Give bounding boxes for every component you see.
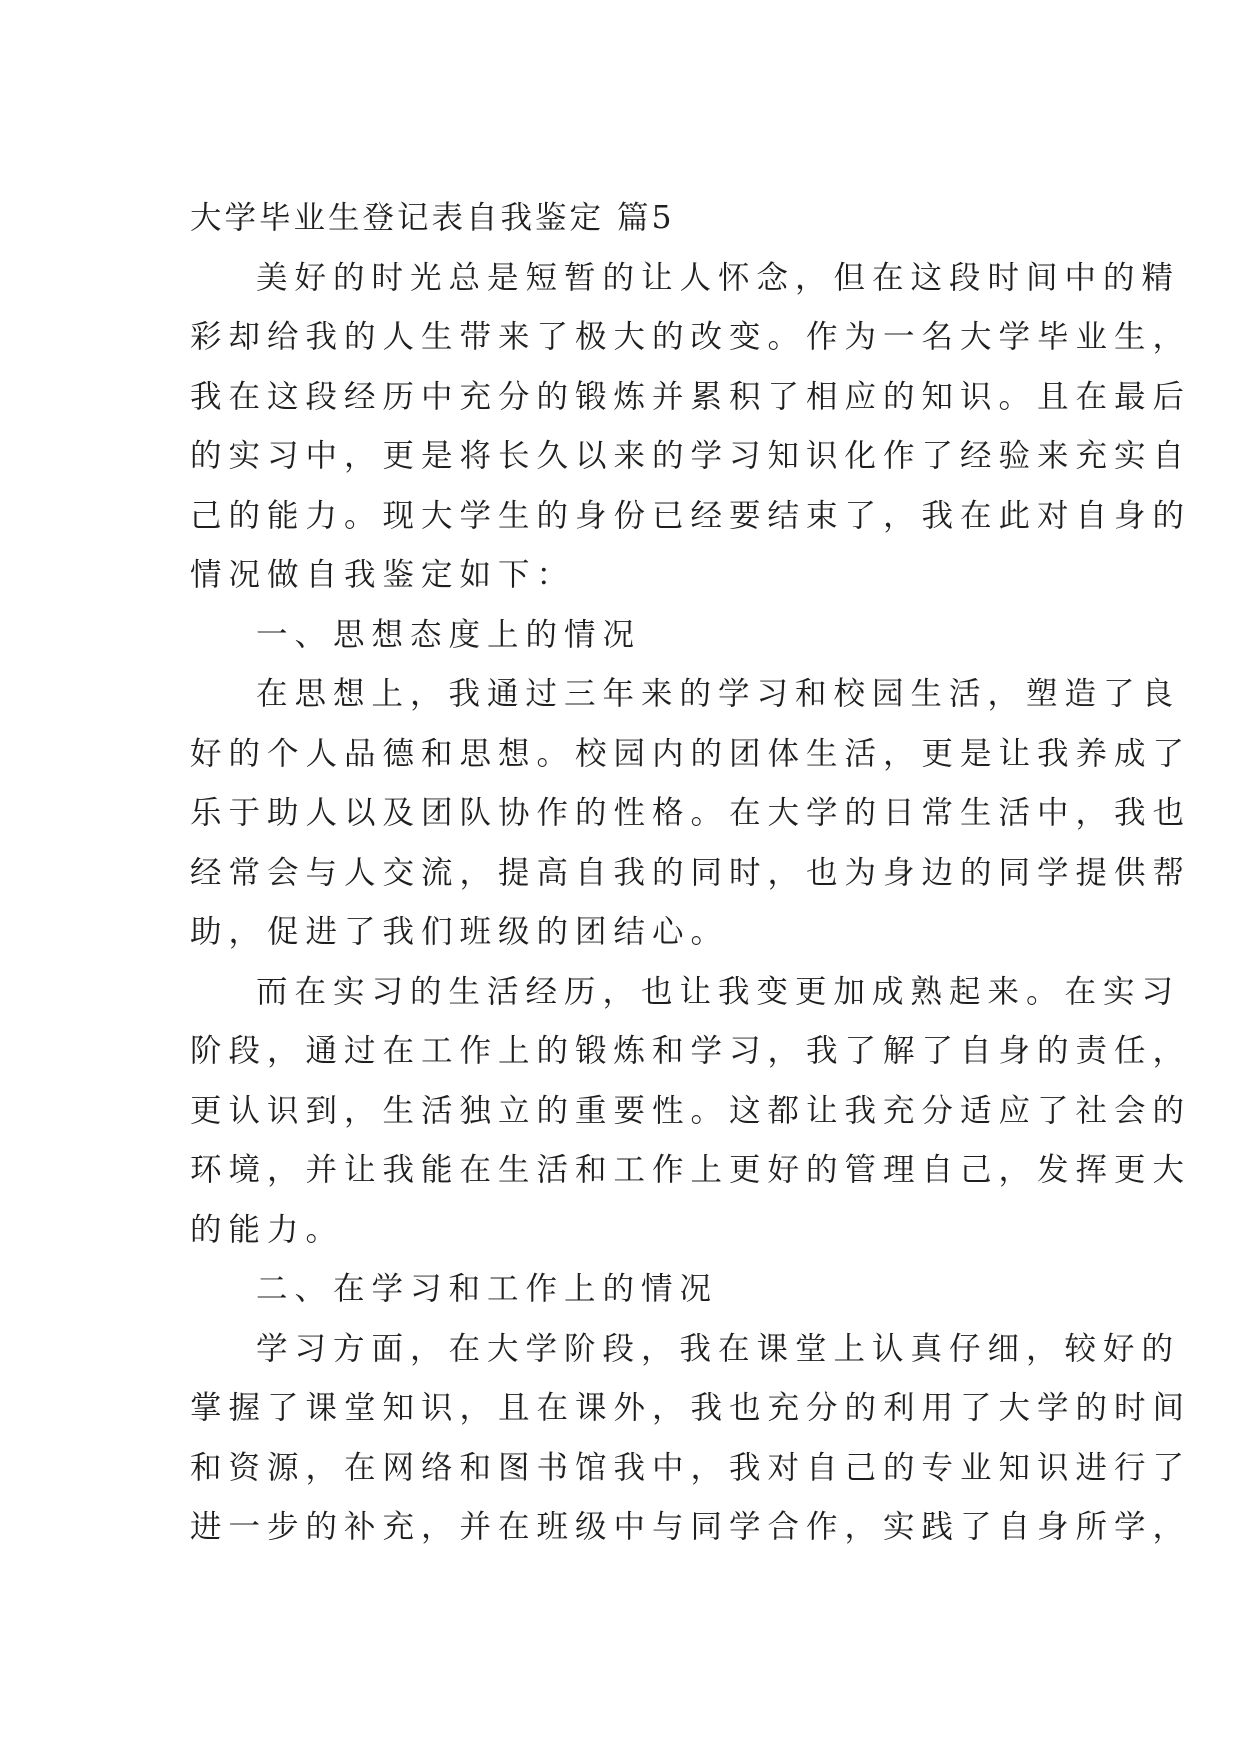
paragraph-line: 助，促进了我们班级的团结心。 xyxy=(190,914,730,950)
paragraph-study xyxy=(190,1320,1192,1558)
paragraph-line: 的实习中，更是将长久以来的学习知识化作了经验来充实自 xyxy=(190,438,1192,474)
paragraph-line: 环境，并让我能在生活和工作上更好的管理自己，发挥更大 xyxy=(190,1152,1192,1188)
paragraph-line: 更认识到，生活独立的重要性。这都让我充分适应了社会的 xyxy=(190,1092,1192,1129)
paragraph-line: 彩却给我的人生带来了极大的改变。作为一名大学毕业生， xyxy=(190,319,1192,355)
paragraph-internship xyxy=(190,963,1192,1261)
paragraph-line: 的能力。 xyxy=(190,1211,345,1248)
paragraph-line: 乐于助人以及团队协作的性格。在大学的日常生活中，我也 xyxy=(190,795,1192,831)
paragraph-intro xyxy=(190,249,1192,606)
paragraph-line: 经常会与人交流，提高自我的同时，也为身边的同学提供帮 xyxy=(190,854,1192,891)
paragraph-line: 己的能力。现大学生的身份已经要结束了，我在此对自身的 xyxy=(190,497,1192,534)
paragraph-line: 阶段，通过在工作上的锻炼和学习，我了解了自身的责任， xyxy=(190,1033,1192,1069)
section-heading-1: 一、思想态度上的情况 xyxy=(256,616,642,653)
paragraph-line: 美好的时光总是短暂的让人怀念，但在这段时间中的精 xyxy=(256,259,1181,296)
paragraph-line: 进一步的补充，并在班级中与同学合作，实践了自身所学， xyxy=(190,1509,1192,1545)
paragraph-line: 掌握了课堂知识，且在课外，我也充分的利用了大学的时间 xyxy=(190,1390,1192,1426)
paragraph-line: 我在这段经历中充分的锻炼并累积了相应的知识。且在最后 xyxy=(190,378,1192,415)
section-heading-2: 二、在学习和工作上的情况 xyxy=(256,1271,719,1307)
paragraph-line: 情况做自我鉴定如下： xyxy=(190,557,576,593)
paragraph-line: 而在实习的生活经历，也让我变更加成熟起来。在实习 xyxy=(256,973,1181,1010)
document-body xyxy=(190,189,1192,1558)
paragraph-line: 学习方面，在大学阶段，我在课堂上认真仔细，较好的 xyxy=(256,1330,1181,1367)
paragraph-line: 和资源，在网络和图书馆我中，我对自己的专业知识进行了 xyxy=(190,1449,1192,1486)
paragraph-line: 在思想上，我通过三年来的学习和校园生活，塑造了良 xyxy=(256,676,1181,712)
paragraph-line: 好的个人品德和思想。校园内的团体生活，更是让我养成了 xyxy=(190,735,1192,772)
paragraph-thought xyxy=(190,665,1192,963)
document-title: 大学毕业生登记表自我鉴定 篇5 xyxy=(190,200,675,236)
